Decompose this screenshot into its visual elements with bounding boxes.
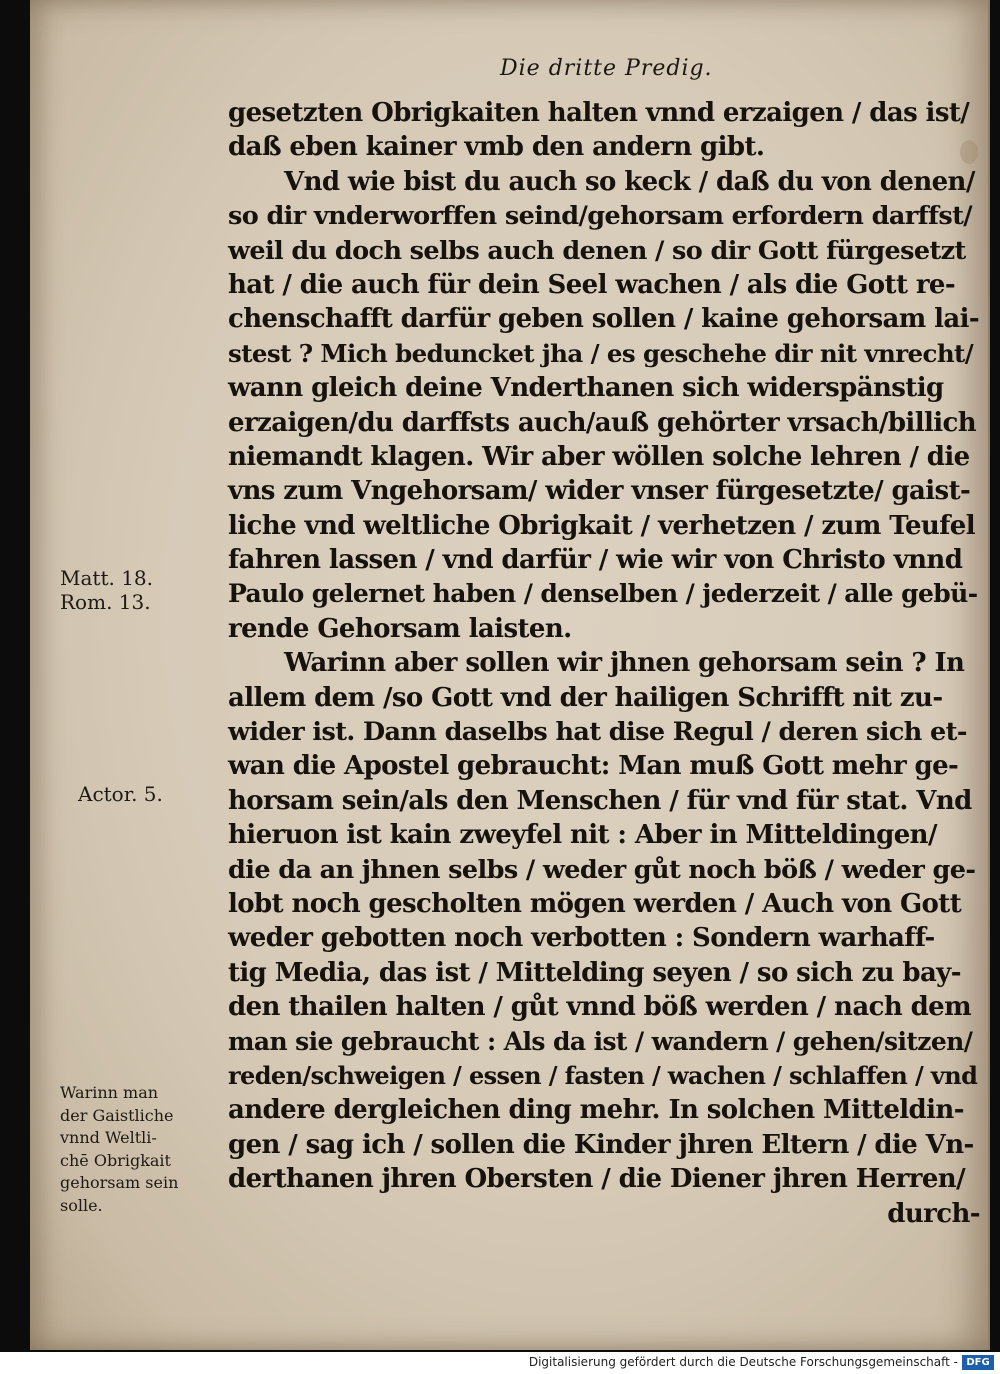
text-line: den thailen halten / gůt vnnd böß werden / nach dem	[228, 992, 972, 1023]
catchword: durch-	[887, 1198, 980, 1229]
funding-notice: Digitalisierung gefördert durch die Deutsche Forschungsgemeinschaft -	[528, 1355, 958, 1369]
text-line: weil du doch selbs auch denen / so dir Gott fürgesetzt	[228, 235, 966, 266]
margin-note-line: gehorsam sein	[60, 1173, 179, 1192]
text-line: wann gleich deine Vnderthanen sich widerspänstig	[228, 373, 944, 404]
text-line: Paulo gelernet haben / denselben / jederzeit / alle gebü-	[228, 579, 978, 609]
text-line: Vnd wie bist du auch so keck / daß du von denen/	[284, 166, 975, 197]
text-line: horsam sein/als den Menschen / für vnd für stat. Vnd	[228, 785, 972, 816]
footer-bar	[0, 1352, 1000, 1374]
margin-note-line: Warinn man	[60, 1083, 159, 1102]
text-line: andere dergleichen ding mehr. In solchen Mitteldin-	[228, 1095, 964, 1126]
body-text	[228, 96, 980, 1231]
text-line: reden/schweigen / essen / fasten / wachen / schlaffen / vnd	[228, 1060, 978, 1090]
margin-note-matt: Matt. 18.	[60, 566, 153, 590]
text-line: weder gebotten noch verbotten : Sondern warhaff-	[228, 923, 935, 954]
text-line: allem dem /so Gott vnd der hailigen Schrifft nit zu-	[228, 682, 943, 713]
running-head: Die dritte Predig.	[500, 56, 713, 81]
text-line: tig Media, das ist / Mittelding seyen / so sich zu bay-	[228, 957, 961, 988]
text-line: derthanen jhren Obersten / die Diener jhren Herren/	[228, 1164, 966, 1195]
margin-note-line: vnnd Weltli-	[60, 1128, 157, 1147]
text-line: daß eben kainer vmb den andern gibt.	[228, 132, 765, 163]
text-line: wan die Apostel gebraucht: Man muß Gott mehr ge-	[228, 751, 959, 782]
text-line: rende Gehorsam laisten.	[228, 613, 572, 644]
dfg-logo: DFG	[962, 1355, 994, 1370]
text-line: vns zum Vngehorsam/ wider vnser fürgesetzte/ gaist-	[228, 476, 971, 507]
text-line: stest ? Mich beduncket jha / es geschehe dir nit vnrecht/	[228, 338, 974, 368]
margin-note-citations	[60, 566, 153, 614]
text-line: fahren lassen / vnd darfür / wie wir von Christo vnnd	[228, 545, 963, 576]
text-line: chenschafft darfür geben sollen / kaine gehorsam lai-	[228, 304, 980, 335]
text-line: liche vnd weltliche Obrigkait / verhetzen / zum Teufel	[228, 510, 976, 541]
text-line: lobt noch gescholten mögen werden / Auch von Gott	[228, 888, 962, 919]
text-line: gen / sag ich / sollen die Kinder jhren Eltern / die Vn-	[228, 1129, 974, 1160]
text-line: die da an jhnen selbs / weder gůt noch böß / weder ge-	[228, 854, 976, 885]
text-line: hieruon ist kain zweyfel nit : Aber in Mitteldingen/	[228, 820, 937, 851]
margin-note-line: der Gaistliche	[60, 1105, 174, 1125]
margin-note-line: chē Obrigkait	[60, 1150, 171, 1170]
text-line: niemandt klagen. Wir aber wöllen solche lehren / die	[228, 441, 970, 472]
text-line: man sie gebraucht : Als da ist / wandern / gehen/sitzen/	[228, 1026, 973, 1056]
text-line: gesetzten Obrigkaiten halten vnnd erzaigen / das ist/	[228, 98, 970, 128]
margin-note-rom: Rom. 13.	[60, 590, 151, 614]
margin-note-line: solle.	[60, 1195, 103, 1215]
text-line: Warinn aber sollen wir jhnen gehorsam sein ? In	[284, 648, 965, 679]
margin-note-summary	[60, 1082, 178, 1217]
margin-note-actor: Actor. 5.	[78, 782, 163, 806]
text-line: so dir vnderworffen seind/gehorsam erfordern darffst/	[228, 201, 972, 232]
text-line: erzaigen/du darffsts auch/auß gehörter vrsach/billich	[228, 407, 977, 438]
text-line: wider ist. Dann daselbs hat dise Regul / deren sich et-	[228, 717, 967, 748]
text-line: hat / die auch für dein Seel wachen / als die Gott re-	[228, 269, 956, 300]
